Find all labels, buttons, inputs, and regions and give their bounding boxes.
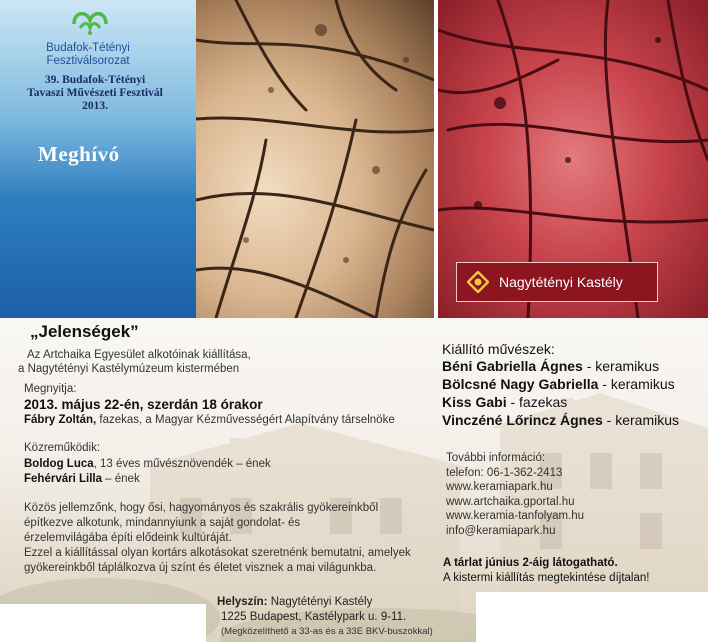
artist-2 xyxy=(442,376,675,392)
artist-name: Béni Gabriella Ágnes xyxy=(442,358,583,374)
artist-role: - keramikus xyxy=(598,376,675,392)
description-line: gyökereinkből táplálkozva új színt és életet visznek a mai világunkba. xyxy=(24,562,377,574)
free-entry-note: A kistermi kiállítás megtekintése díjtalan! xyxy=(443,572,650,584)
opening-speaker xyxy=(24,414,395,426)
performer-role: – ének xyxy=(101,473,140,485)
venue-label: Helyszín: xyxy=(217,596,268,608)
performer-name: Boldog Luca xyxy=(24,458,94,470)
performer-name: Fehérvári Lilla xyxy=(24,473,102,485)
description-line: Ezzel a kiállítással olyan kortárs alkotásokat szeretnénk bemutatni, amelyek xyxy=(24,547,411,559)
exhibition-subtitle-2: a Nagytétényi Kastélymúzeum kistermében xyxy=(18,363,240,375)
ceramic-pattern-left xyxy=(196,0,434,318)
artist-name: Vinczéné Lőrincz Ágnes xyxy=(442,412,603,428)
castle-emblem-icon xyxy=(467,271,489,293)
contact-info xyxy=(446,451,584,538)
venue-name: Nagytétényi Kastély xyxy=(267,596,373,608)
festival-logo-icon xyxy=(70,6,110,36)
exhibition-subtitle-1: Az Artchaika Egyesület alkotóinak kiállítása, xyxy=(27,349,251,361)
performer-role: , 13 éves művésznövendék – ének xyxy=(93,458,271,470)
exhibition-title: „Jelenségek” xyxy=(30,322,139,341)
info-email[interactable]: info@keramiapark.hu xyxy=(446,524,556,537)
artists-label: Kiállító művészek: xyxy=(442,341,555,357)
opening-label: Megnyitja: xyxy=(24,383,77,395)
venue-transport: (Megközelíthető a 33-as és a 33E BKV-buszokkal) xyxy=(221,626,433,637)
artist-role: - keramikus xyxy=(582,358,660,374)
opener-name: Fábry Zoltán, xyxy=(24,414,97,426)
artist-4 xyxy=(442,412,679,428)
artist-role: - fazekas xyxy=(506,394,568,410)
description-text xyxy=(24,501,424,576)
festival-line-2: Tavaszi Művészeti Fesztivál xyxy=(27,87,163,99)
castle-badge xyxy=(456,262,658,302)
performer-2 xyxy=(24,473,140,485)
artist-1 xyxy=(442,358,659,374)
festival-line-1: 39. Budafok-Tétényi xyxy=(44,74,146,86)
info-link[interactable]: www.keramiapark.hu xyxy=(446,481,553,493)
info-heading: További információ: xyxy=(446,452,546,464)
opening-datetime: 2013. május 22-én, szerdán 18 órakor xyxy=(24,397,263,412)
blank-box-left xyxy=(0,604,206,642)
ceramic-photo-left xyxy=(196,0,434,318)
info-link[interactable]: www.artchaika.gportal.hu xyxy=(446,495,575,508)
info-link[interactable]: www.keramia-tanfolyam.hu xyxy=(446,510,585,522)
cooperation-label: Közreműködik: xyxy=(24,442,101,454)
brand-line-1: Budafok-Tétényi xyxy=(46,42,130,54)
description-line: építkezve alkotunk, mindannyiunk a saját gondolat- és xyxy=(24,517,301,529)
opener-role: fazekas, a Magyar Kézművességért Alapítvány társelnöke xyxy=(96,414,395,426)
header-band xyxy=(0,0,708,318)
brand-line-2: Fesztiválsorozat xyxy=(46,55,130,67)
performer-1 xyxy=(24,458,271,470)
open-until-note: A tárlat június 2-áig látogatható. xyxy=(443,557,618,569)
description-line: Közös jellemzőnk, hogy ősi, hagyományos és szakrális gyökereinkből xyxy=(24,502,379,514)
artist-role: - keramikus xyxy=(602,412,680,428)
invitation-heading: Meghívó xyxy=(38,142,120,166)
artist-name: Bölcsné Nagy Gabriella xyxy=(442,376,599,392)
info-phone: telefon: 06-1-362-2413 xyxy=(446,466,563,479)
venue-line xyxy=(217,596,372,608)
artist-name: Kiss Gabi xyxy=(442,394,507,410)
festival-line-3: 2013. xyxy=(82,100,108,112)
blank-box-right xyxy=(476,592,708,642)
artist-3 xyxy=(442,394,567,410)
venue-address: 1225 Budapest, Kastélypark u. 9-11. xyxy=(221,611,407,623)
castle-badge-label: Nagytétényi Kastély xyxy=(499,274,623,290)
description-line: érzelemvilágába építi elődeink kultúráját. xyxy=(24,532,232,544)
